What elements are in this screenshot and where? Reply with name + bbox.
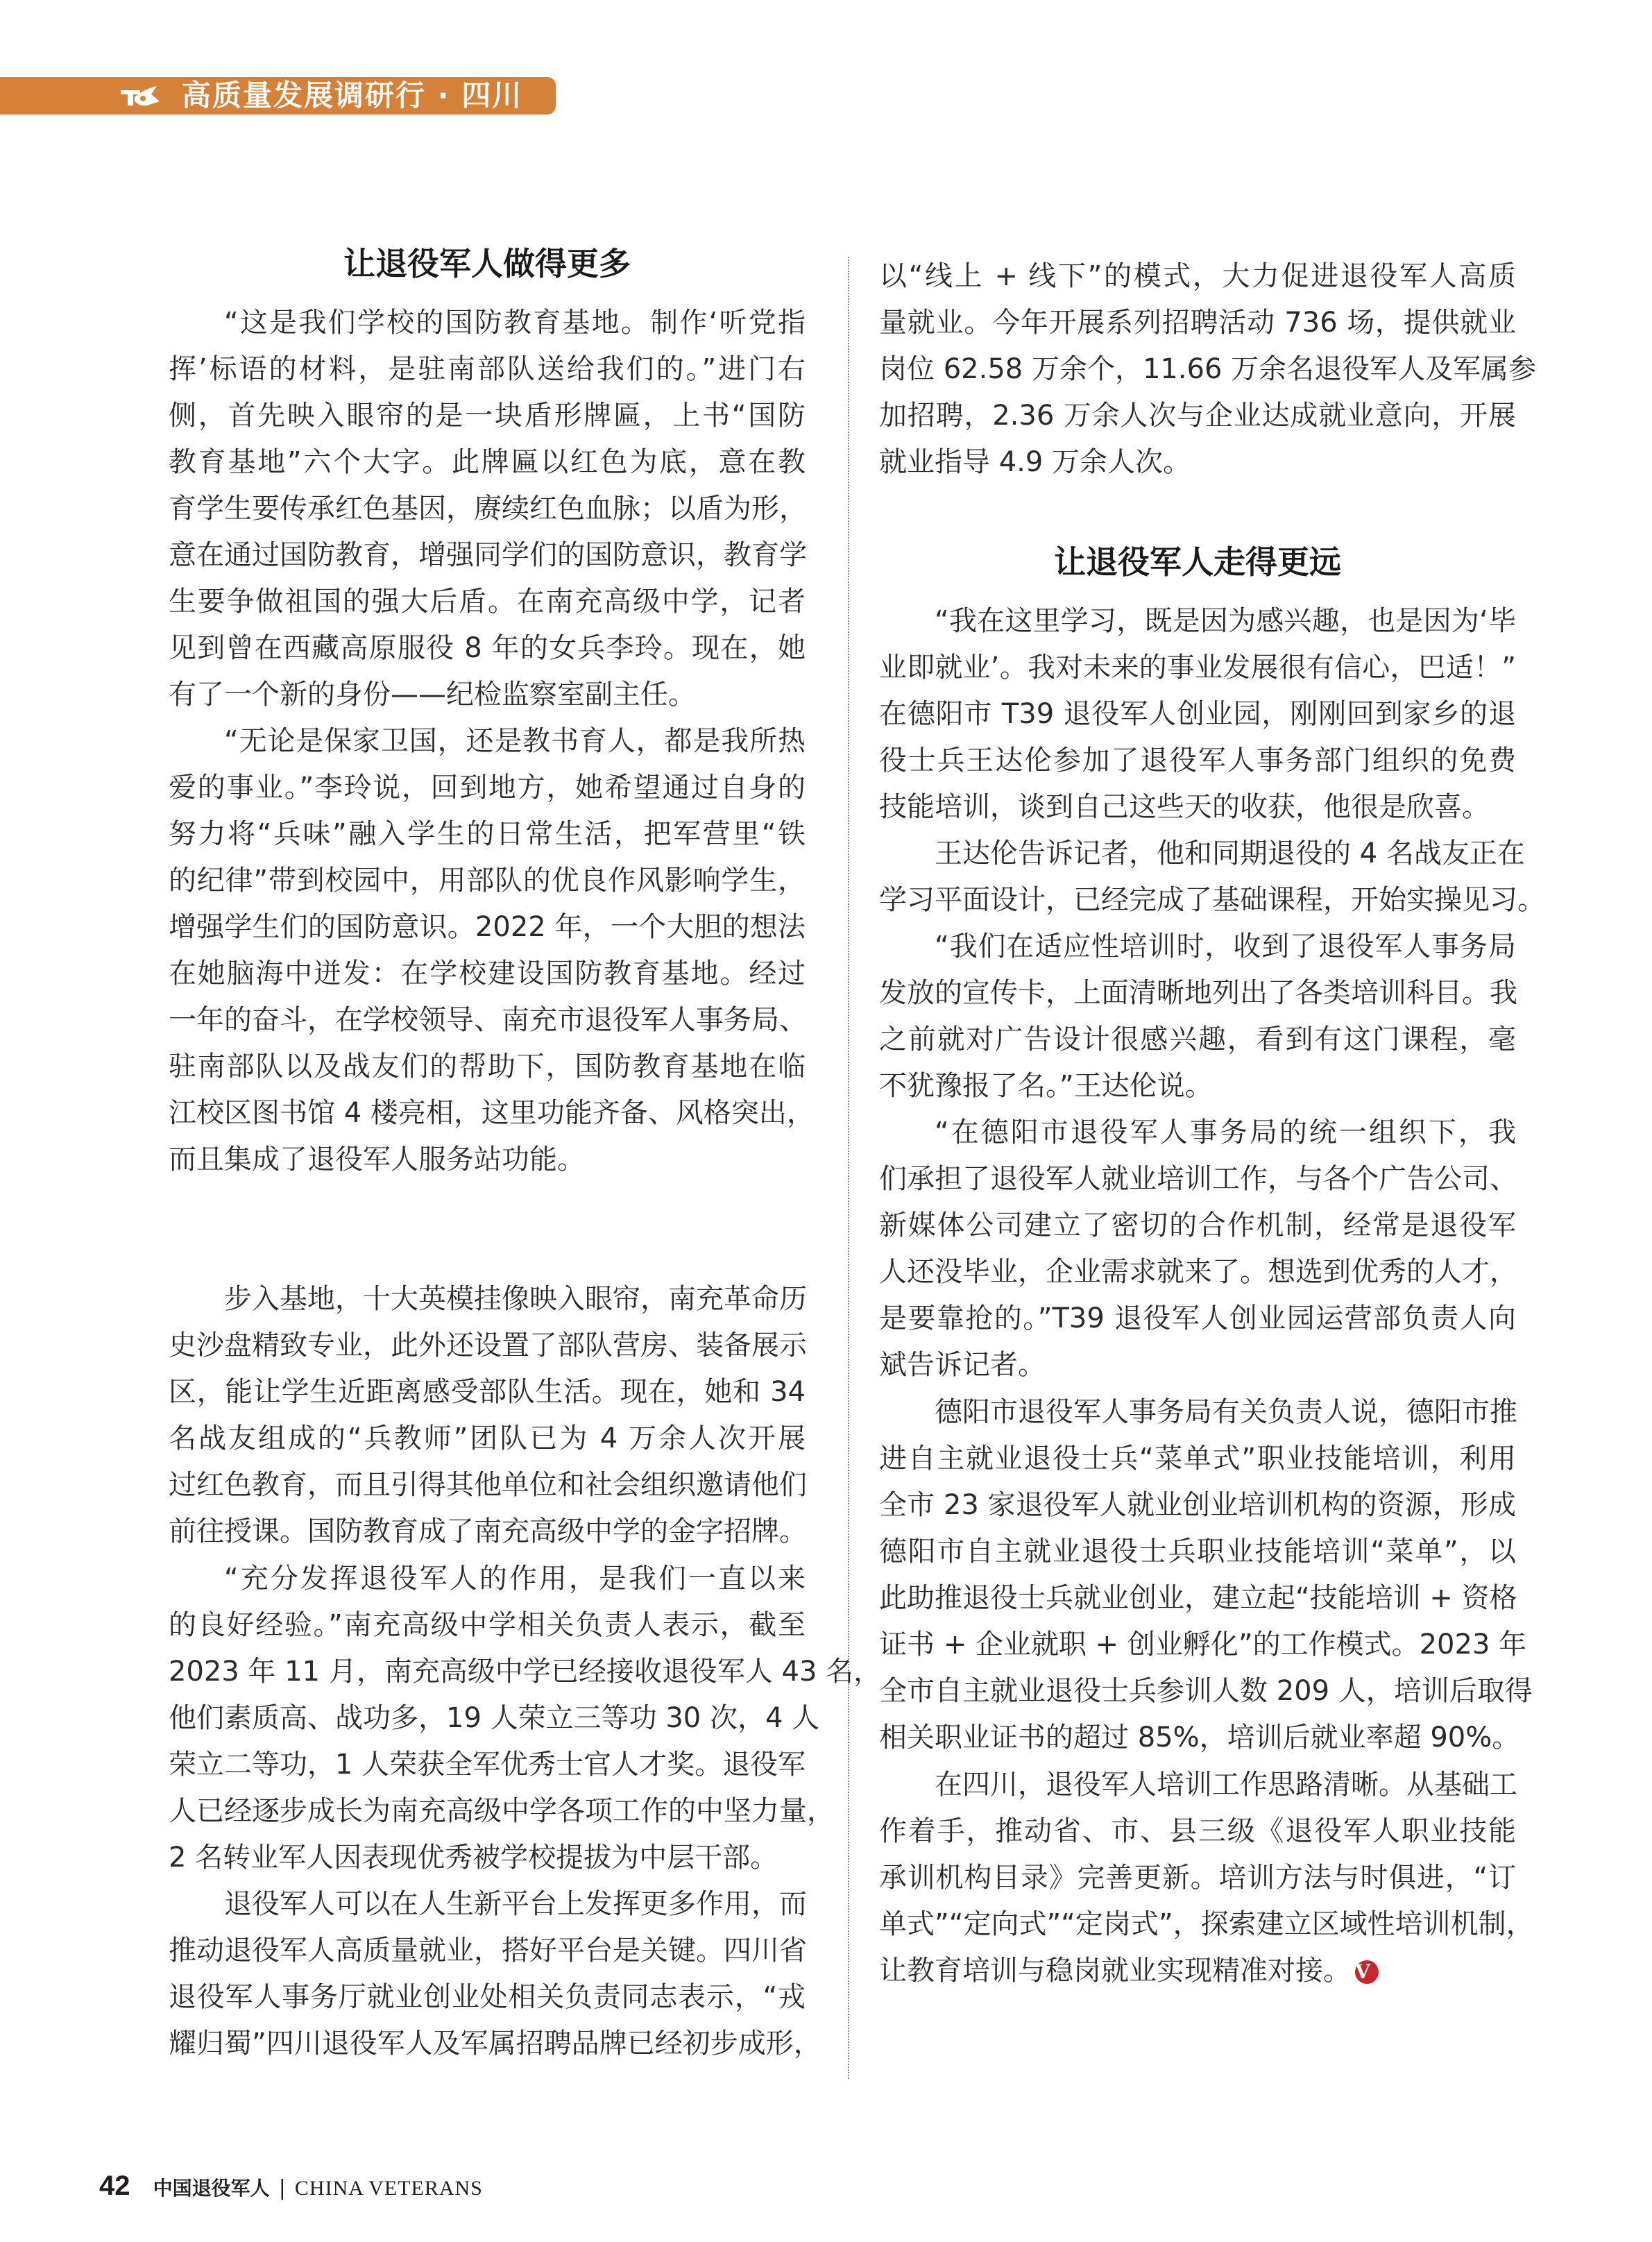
text-line: 爱的事业。”李玲说，回到地方，她希望通过自身的 <box>169 772 806 804</box>
text-line: 们承担了退役军人就业培训工作，与各个广告公司、 <box>879 1163 1517 1195</box>
text-line: “充分发挥退役军人的作用，是我们一直以来 <box>224 1563 806 1595</box>
paragraph <box>169 718 815 1183</box>
text-line: 役士兵王达伦参加了退役军人事务部门组织的免费 <box>879 745 1516 776</box>
text-line: 教育基地”六个大字。此牌匾以红色为底，意在教 <box>169 446 806 478</box>
magazine-logo-icon <box>119 85 162 108</box>
paragraph <box>879 1762 1534 1994</box>
page-number: 42 <box>99 2171 130 2201</box>
text-line: 单式”“定向式”“定岗式”，探索建立区域性培训机制， <box>879 1908 1534 1940</box>
text-line: 意在通过国防教育，增强同学们的国防意识，教育学 <box>169 539 807 571</box>
paragraph <box>879 253 1537 486</box>
text-line: “无论是保家卫国，还是教书育人，都是我所热 <box>224 725 806 757</box>
page-footer <box>99 2165 483 2207</box>
text-line: 学习平面设计，已经完成了基础课程，开始实操见习。 <box>879 884 1545 916</box>
text-line: “我在这里学习，既是因为感兴趣，也是因为‘毕 <box>935 605 1516 637</box>
text-line: 步入基地，十大英模挂像映入眼帘，南充革命历 <box>224 1283 807 1315</box>
section-title-go-further: 让退役军人走得更远 <box>1054 543 1341 581</box>
text-line: 江校区图书馆 4 楼亮相，这里功能齐备、风格突出， <box>169 1097 815 1129</box>
text-line: 名战友组成的“兵教师”团队已为 4 万余人次开展 <box>169 1423 806 1454</box>
text-line: 加招聘，2.36 万余人次与企业达成就业意向，开展 <box>879 400 1516 432</box>
text-line: “在德阳市退役军人事务局的统一组织下，我 <box>935 1116 1516 1148</box>
magazine-name-cn: 中国退役军人 <box>153 2177 270 2200</box>
text-line: 证书 + 企业就职 + 创业孵化”的工作模式。2023 年 <box>879 1629 1527 1661</box>
text-line: 业即就业’。我对未来的事业发展很有信心，巴适！” <box>879 652 1516 683</box>
text-line: 技能培训，谈到自己这些天的收获，他很是欣喜。 <box>879 791 1490 823</box>
text-line: 他们素质高、战功多，19 人荣立三等功 30 次，4 人 <box>169 1702 820 1734</box>
paragraph <box>879 598 1516 831</box>
text-line: 在她脑海中迸发：在学校建设国防教育基地。经过 <box>169 958 806 990</box>
paragraph <box>879 924 1516 1110</box>
text-line: 有了一个新的身份——纪检监察室副主任。 <box>169 679 696 711</box>
footer-separator: | <box>278 2176 286 2200</box>
text-line: 让教育培训与稳岗就业实现精准对接。 V <box>879 1948 1516 1994</box>
text-line: “我们在适应性培训时，收到了退役军人事务局 <box>935 931 1516 962</box>
text-line: 退役军人可以在人生新平台上发挥更多作用，而 <box>224 1888 807 1920</box>
text-line: 此助推退役士兵就业创业，建立起“技能培训 + 资格 <box>879 1582 1517 1614</box>
text-line: 荣立二等功，1 人荣获全军优秀士官人才奖。退役军 <box>169 1749 806 1781</box>
text-line: 的良好经验。”南充高级中学相关负责人表示，截至 <box>169 1609 806 1641</box>
text-line: 耀归蜀”四川退役军人及军属招聘品牌已经初步成形， <box>169 2028 821 2060</box>
section-label: 高质量发展调研行 · 四川 <box>182 78 523 112</box>
paragraph <box>169 1556 882 1881</box>
text-line: 挥’标语的材料，是驻南部队送给我们的。”进门右 <box>169 353 806 385</box>
text-line: 在四川，退役军人培训工作思路清晰。从基础工 <box>935 1769 1517 1801</box>
text-line: 在德阳市 T39 退役军人创业园，刚刚回到家乡的退 <box>879 698 1516 730</box>
paragraph <box>879 1389 1533 1761</box>
text-line: 推动退役军人高质量就业，搭好平台是关键。四川省 <box>169 1935 807 1967</box>
text-line: 而且集成了退役军人服务站功能。 <box>169 1144 585 1175</box>
text-line: 全市 23 家退役军人就业创业培训机构的资源，形成 <box>879 1489 1516 1521</box>
text-line: 德阳市退役军人事务局有关负责人说，德阳市推 <box>935 1396 1517 1428</box>
column-divider <box>848 257 849 2079</box>
text-line: 史沙盘精致专业，此外还设置了部队营房、装备展示 <box>169 1330 807 1361</box>
text-line: 承训机构目录》完善更新。培训方法与时俱进，“订 <box>879 1862 1516 1894</box>
text-line: 新媒体公司建立了密切的合作机制，经常是退役军 <box>879 1209 1516 1241</box>
text-line: 德阳市自主就业退役士兵职业技能培训“菜单”，以 <box>879 1536 1516 1568</box>
text-line: 人还没毕业，企业需求就来了。想选到优秀的人才， <box>879 1256 1517 1288</box>
text-line: 努力将“兵味”融入学生的日常生活，把军营里“铁 <box>169 818 806 850</box>
text-line: 区，能让学生近距离感受部队生活。现在，她和 34 <box>169 1376 806 1408</box>
text-line: 相关职业证书的超过 85%，培训后就业率超 90%。 <box>879 1722 1520 1753</box>
text-line: 岗位 62.58 万余个，11.66 万余名退役军人及军属参 <box>879 353 1537 385</box>
text-line: 2 名转业军人因表现优秀被学校提拔为中层干部。 <box>169 1842 778 1874</box>
text-line: 驻南部队以及战友们的帮助下，国防教育基地在临 <box>169 1051 806 1082</box>
text-line: 以“线上 + 线下”的模式，大力促进退役军人高质 <box>879 260 1516 292</box>
article-end-mark-icon: V <box>1355 1960 1379 1984</box>
paragraph <box>169 1276 806 1555</box>
magazine-name-en: CHINA VETERANS <box>294 2177 483 2200</box>
text-line: 一年的奋斗，在学校领导、南充市退役军人事务局、 <box>169 1004 807 1036</box>
text-line: 见到曾在西藏高原服役 8 年的女兵李玲。现在，她 <box>169 632 806 664</box>
text-line: 侧，首先映入眼帘的是一块盾形牌匾，上书“国防 <box>169 400 806 432</box>
paragraph <box>169 1881 821 2067</box>
text-line: 发放的宣传卡，上面清晰地列出了各类培训科目。我 <box>879 977 1517 1009</box>
text-line: 过红色教育，而且引得其他单位和社会组织邀请他们 <box>169 1469 807 1501</box>
text-line: 就业指导 4.9 万余人次。 <box>879 446 1191 478</box>
paragraph <box>879 1110 1516 1388</box>
paragraph <box>879 831 1545 924</box>
text-line: 量就业。今年开展系列招聘活动 736 场，提供就业 <box>879 307 1516 339</box>
text-line: 增强学生们的国防意识。2022 年，一个大胆的想法 <box>169 911 806 943</box>
text-line: 退役军人事务厅就业创业处相关负责同志表示，“戎 <box>169 1981 806 2013</box>
text-line: 人已经逐步成长为南充高级中学各项工作的中坚力量， <box>169 1795 835 1827</box>
text-line: 不犹豫报了名。”王达伦说。 <box>879 1070 1213 1102</box>
paragraph <box>169 300 806 718</box>
text-line: 进自主就业退役士兵“菜单式”职业技能培训，利用 <box>879 1443 1516 1475</box>
text-line: 育学生要传承红色基因，赓续红色血脉；以盾为形， <box>169 493 807 525</box>
text-line: “这是我们学校的国防教育基地。制作‘听党指 <box>224 307 806 339</box>
text-line: 的纪律”带到校园中，用部队的优良作风影响学生， <box>169 865 806 897</box>
text-line: 生要争做祖国的强大后盾。在南充高级中学，记者 <box>169 586 806 618</box>
text-line: 斌告诉记者。 <box>879 1349 1046 1381</box>
text-line: 2023 年 11 月，南充高级中学已经接收退役军人 43 名， <box>169 1656 882 1688</box>
section-title-do-more: 让退役军人做得更多 <box>343 245 631 282</box>
text-line: 作着手，推动省、市、县三级《退役军人职业技能 <box>879 1815 1516 1847</box>
text-line: 王达伦告诉记者，他和同期退役的 4 名战友正在 <box>935 838 1525 869</box>
text-line: 是要靠抢的。”T39 退役军人创业园运营部负责人向 <box>879 1302 1516 1334</box>
text-line: 前往授课。国防教育成了南充高级中学的金字招牌。 <box>169 1515 807 1547</box>
text-line: 全市自主就业退役士兵参训人数 209 人，培训后取得 <box>879 1675 1533 1707</box>
text-line: 之前就对广告设计很感兴趣，看到有这门课程，毫 <box>879 1024 1516 1055</box>
